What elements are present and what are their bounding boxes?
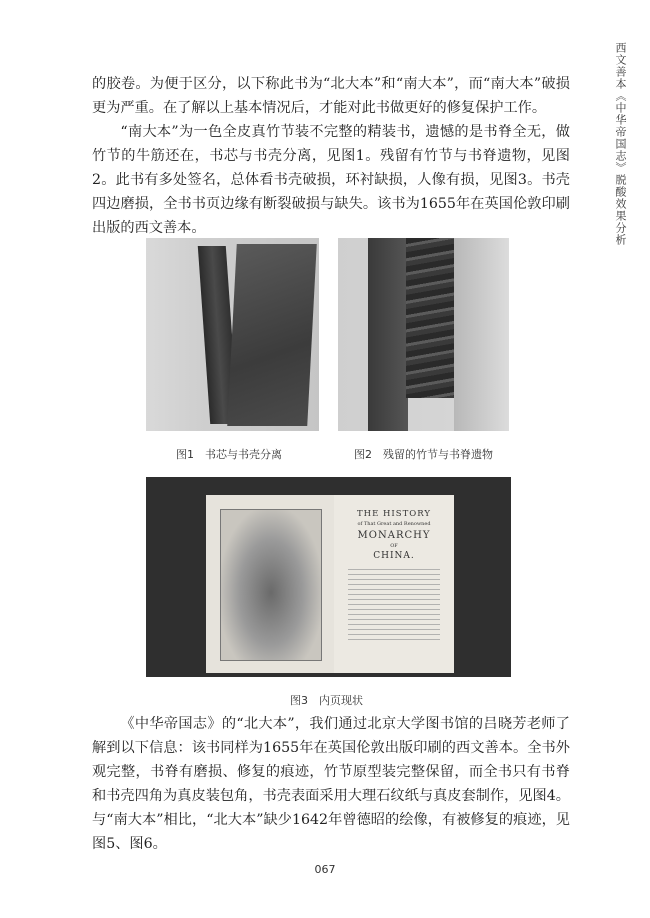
- figure-3-caption: 图3 内页现状: [290, 694, 363, 707]
- page-number: 067: [314, 863, 336, 876]
- paragraph-1: 的胶卷。为便于区分，以下称此书为“北大本”和“南大本”，而“南大本”破损更为严重。在了解以上基本情况后，才能对此书做更好的修复保护工作。: [92, 76, 570, 116]
- title-line-1: THE HISTORY: [357, 509, 431, 519]
- paragraph-2: “南大本”为一色全皮真竹节装不完整的精装书，遗憾的是书脊全无，做竹节的牛筋还在，书芯与书壳分离，见图1。残留有竹节与书脊遗物，见图2。此书有多处签名，总体看书壳破损，环衬缺损，人像有损，见图3。书壳四边磨损，全书书页边缘有断裂破损与缺失。该书为1655年在英国伦敦印刷出版的西文善本。: [92, 124, 570, 236]
- title-line-3: MONARCHY: [357, 530, 431, 541]
- damaged-spine-remains: [406, 238, 454, 398]
- figure-1-photo: [146, 238, 319, 431]
- portrait-engraving: [220, 509, 322, 661]
- title-line-5: CHINA.: [373, 551, 415, 561]
- page-edges: [454, 238, 509, 431]
- title-page-small-print: [348, 569, 440, 643]
- running-head: 西文善本《中华帝国志》脱酸效果分析: [614, 42, 627, 246]
- book-cover-edge: [368, 238, 408, 431]
- title-line-4: OF: [390, 543, 398, 549]
- figure-1-caption: 图1 书芯与书壳分离: [176, 448, 282, 461]
- figure-3-photo: [146, 477, 511, 677]
- figure-2-caption: 图2 残留的竹节与书脊遗物: [354, 448, 493, 461]
- figure-2-photo: [338, 238, 509, 431]
- paragraph-3: 《中华帝国志》的“北大本”，我们通过北京大学图书馆的吕晓芳老师了解到以下信息：该书同样为1655年在英国伦敦出版印刷的西文善本。全书外观完整，书脊有磨损、修复的痕迹，竹节原型装完整保留，而全书只有书脊和书壳四角为真皮装包角，书壳表面采用大理石纹纸与真皮套制作，见图4。与“南大本”相比，“北大本”缺少1642年曾德昭的绘像，有被修复的痕迹，见图5、图6。: [92, 716, 570, 852]
- book-cover: [227, 244, 317, 426]
- title-page: [334, 495, 454, 673]
- frontispiece-page: [206, 495, 335, 673]
- title-line-2: of That Great and Renowned: [357, 521, 431, 527]
